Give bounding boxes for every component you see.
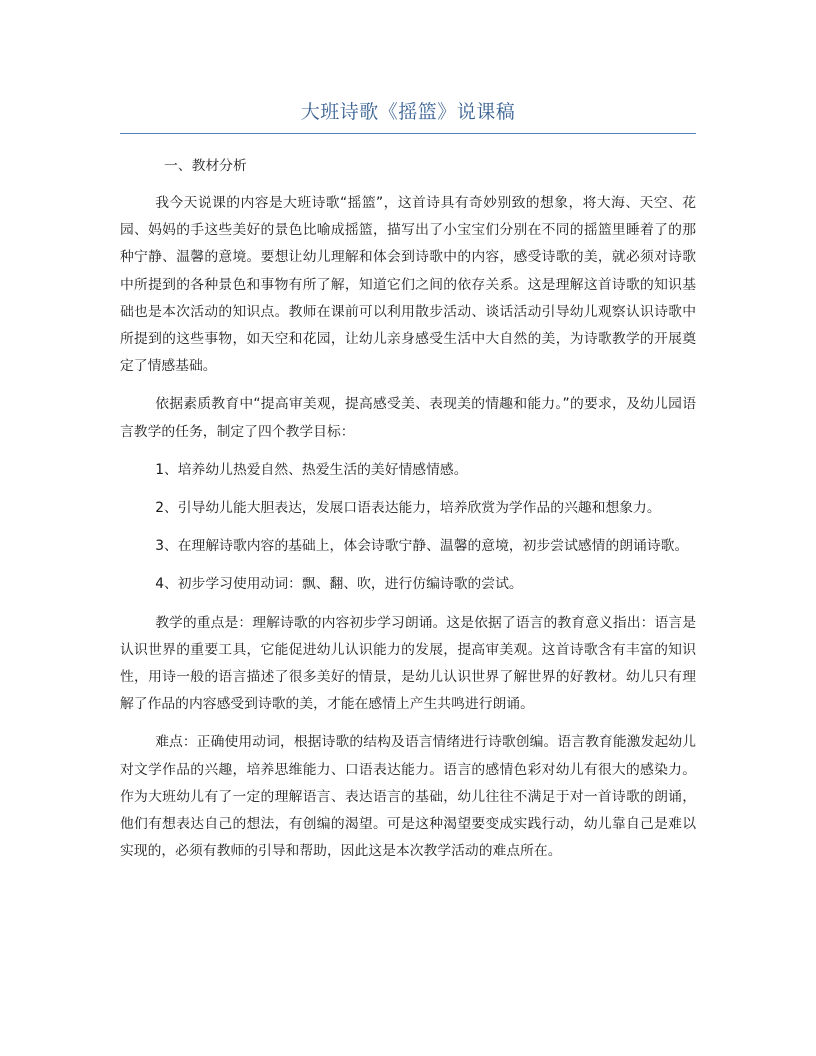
paragraph-key-point: 教学的重点是：理解诗歌的内容初步学习朗诵。这是依据了语言的教育意义指出：语言是认识世界的重要工具，它能促进幼儿认识能力的发展，提高审美观。这首诗歌含有丰富的知识性，用诗一般的语言描述了很多美好的情景，是幼儿认识世界了解世界的好教材。幼儿只有理解了作品的内容感受到诗歌的美，才能在感情上产生共鸣进行朗诵。 (120, 614, 696, 713)
objective-item-4: 4、初步学习使用动词：飘、翻、吹，进行仿编诗歌的尝试。 (155, 576, 523, 593)
document-body (120, 155, 696, 876)
objective-item-2: 2、引导幼儿能大胆表达，发展口语表达能力，培养欣赏为学作品的兴趣和想象力。 (155, 500, 661, 517)
document-title: 大班诗歌《摇篮》说课稿 (300, 101, 516, 123)
objective-item-3: 3、在理解诗歌内容的基础上，体会诗歌宁静、温馨的意境，初步尝试感情的朗诵诗歌。 (155, 538, 689, 555)
title-underline (120, 133, 696, 134)
paragraph-objectives-lead: 依据素质教育中“提高审美观，提高感受美、表现美的情趣和能力。”的要求，及幼儿园语言教学的任务，制定了四个教学目标： (120, 396, 696, 440)
section-heading: 一、教材分析 (164, 158, 247, 174)
paragraph-intro: 我今天说课的内容是大班诗歌“摇篮”，这首诗具有奇妙别致的想象，将大海、天空、花园、妈妈的手这些美好的景色比喻成摇篮，描写出了小宝宝们分别在不同的摇篮里睡着了的那种宁静、温馨的意境。要想让幼儿理解和体会到诗歌中的内容，感受诗歌的美，就必须对诗歌中所提到的各种景色和事物有所了解，知道它们之间的依存关系。这是理解这首诗歌的知识基础也是本次活动的知识点。教师在课前可以利用散步活动、谈话活动引导幼儿观察认识诗歌中所提到的这些事物，如天空和花园，让幼儿亲身感受生活中大自然的美，为诗歌教学的开展奠定了情感基础。 (120, 195, 696, 375)
paragraph-difficulty: 难点：正确使用动词，根据诗歌的结构及语言情绪进行诗歌创编。语言教育能激发起幼儿对文学作品的兴趣，培养思维能力、口语表达能力。语言的感情色彩对幼儿有很大的感染力。作为大班幼儿有了一定的理解语言、表达语言的基础，幼儿往往不满足于对一首诗歌的朗诵，他们有想表达自己的想法，有创编的渴望。可是这种渴望要变成实践行动，幼儿靠自己是难以实现的，必须有教师的引导和帮助，因此这是本次教学活动的难点所在。 (120, 734, 696, 860)
objective-item-1: 1、培养幼儿热爱自然、热爱生活的美好情感情感。 (155, 461, 468, 478)
